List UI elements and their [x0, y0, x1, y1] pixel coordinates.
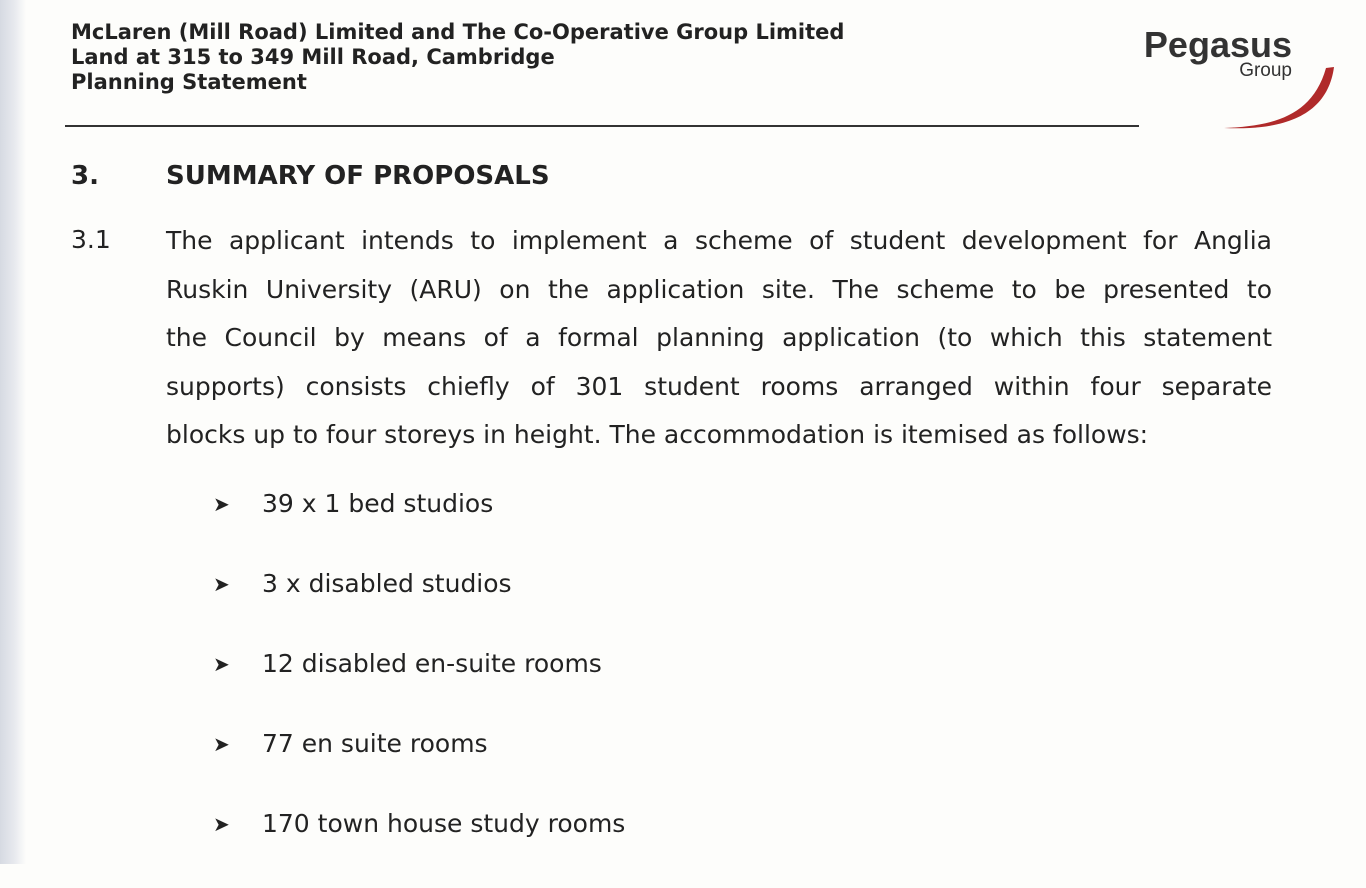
header-client-line: McLaren (Mill Road) Limited and The Co-Operative Group Limited: [71, 20, 845, 44]
list-item: [213, 488, 625, 568]
list-item: [213, 728, 625, 808]
document-header: [71, 20, 844, 95]
arrowhead-bullet-icon: ➤: [213, 652, 230, 676]
paragraph-line: The applicant intends to implement a scheme of student development for Anglia: [166, 226, 1272, 255]
section-title: SUMMARY OF PROPOSALS: [166, 161, 550, 191]
list-item-text: 39 x 1 bed studios: [262, 489, 494, 518]
logo-subtitle: Group: [1239, 60, 1292, 81]
paragraph-line: supports) consists chiefly of 301 student rooms arranged within four separate: [166, 371, 1272, 401]
paragraph-line: blocks up to four storeys in height. The accommodation is itemised as follows:: [166, 420, 1149, 449]
paragraph-number: 3.1: [71, 225, 111, 254]
scanned-page-edge: [0, 0, 26, 864]
arrowhead-bullet-icon: ➤: [213, 732, 230, 756]
arrowhead-bullet-icon: ➤: [213, 572, 230, 596]
logo-name: Pegasus: [1143, 24, 1292, 65]
list-item: [213, 568, 625, 648]
header-site-line: Land at 315 to 349 Mill Road, Cambridge: [71, 45, 555, 69]
list-item-text: 3 x disabled studios: [262, 569, 512, 598]
list-item-text: 170 town house study rooms: [262, 809, 626, 838]
accommodation-list: [213, 488, 625, 888]
section-number: 3.: [71, 161, 99, 191]
header-document-type: Planning Statement: [71, 70, 307, 94]
header-divider: [65, 125, 1139, 127]
paragraph-line: the Council by means of a formal planning application (to which this statement: [166, 323, 1272, 352]
list-item: [213, 648, 625, 728]
pegasus-logo: [1140, 20, 1340, 135]
list-item: [213, 808, 625, 888]
list-item-text: 12 disabled en-suite rooms: [262, 649, 602, 678]
paragraph-line: Ruskin University (ARU) on the application site. The scheme to be presented to: [166, 274, 1272, 304]
paragraph-body: [166, 217, 1272, 460]
arrowhead-bullet-icon: ➤: [213, 492, 230, 516]
arrowhead-bullet-icon: ➤: [213, 812, 230, 836]
list-item-text: 77 en suite rooms: [262, 729, 488, 758]
